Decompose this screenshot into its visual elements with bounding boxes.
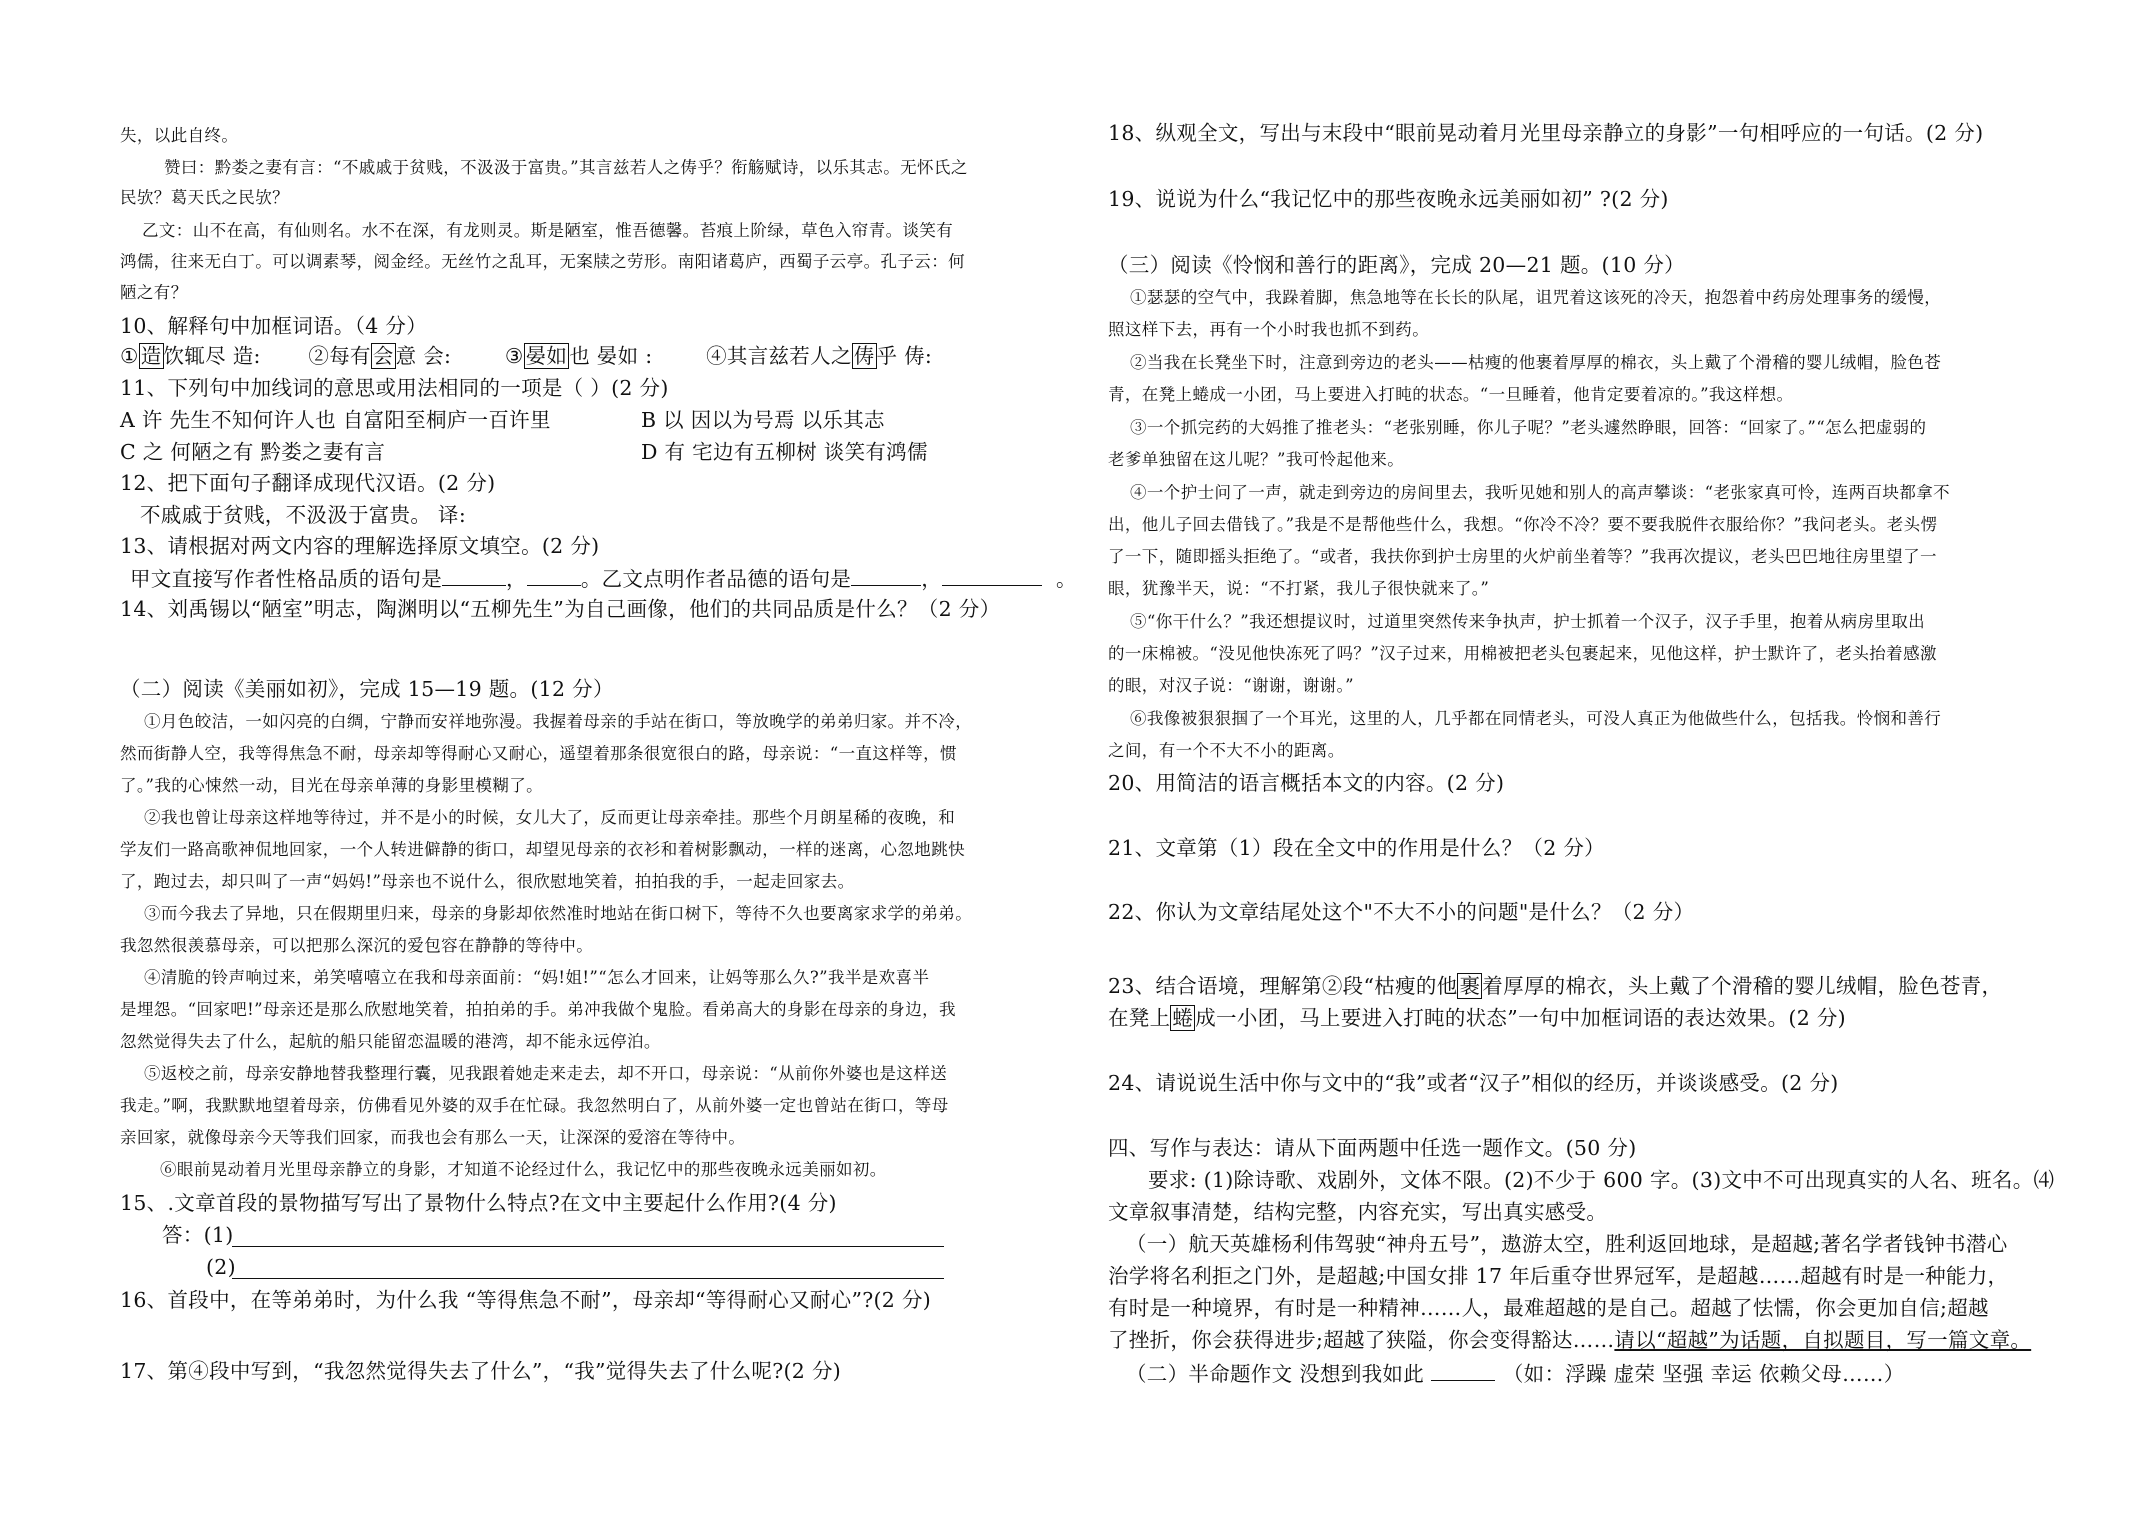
section-2-heading: （二）阅读《美丽如初》，完成 15—19 题。(12 分）	[120, 677, 614, 701]
question-10: 10、解释句中加框词语。（4 分）	[120, 314, 427, 338]
text-line: 我忽然很羡慕母亲，可以把那么深沉的爱包容在静静的等待中。	[120, 936, 594, 955]
topic-1-text: 治学将名利拒之门外，是超越;中国女排 17 年后重夺世界冠军，是超越……超越有时是一种能力，	[1108, 1264, 2009, 1288]
text-line: 民欤？葛天氏之民欤？	[120, 188, 289, 207]
text-line: 之间，有一个不大不小的距离。	[1108, 741, 1345, 760]
option-b: B 以 因以为号焉 以乐其志	[641, 408, 885, 432]
question-14: 14、刘禹锡以“陋室”明志，陶渊明以“五柳先生”为自己画像，他们的共同品质是什么？（2 分）	[120, 597, 1001, 621]
text-line: 学友们一路高歌神侃地回家，一个人转进僻静的街口，却望见母亲的衣衫和着树影飘动，一样的迷离，心忽地跳快	[120, 840, 965, 859]
question-13-fill: 甲文直接写作者性格品质的语句是 ， 。乙文点明作者品德的语句是 ， 。	[130, 567, 1077, 591]
text-line: 然而街静人空，我等得焦急不耐，母亲却等得耐心又耐心，遥望着那条很宽很白的路，母亲说：“一直这样等，惯	[120, 744, 957, 763]
question-13: 13、请根据对两文内容的理解选择原文填空。(2 分)	[120, 534, 600, 558]
text-line: 老爹单独留在这儿呢？”我可怜起他来。	[1108, 450, 1405, 469]
text-line: 忽然觉得失去了什么，起航的船只能留恋温暖的港湾，却不能永远停泊。	[120, 1032, 661, 1051]
question-15: 15、.文章首段的景物描写写出了景物什么特点?在文中主要起什么作用?(4 分)	[120, 1191, 837, 1215]
boxed-word: 晏如	[525, 344, 568, 368]
text-line: 眼，犹豫半天，说：“不打紧，我儿子很快就来了。”	[1108, 579, 1490, 598]
text-line: 出，他儿子回去借钱了。”我是不是帮他些什么，我想。“你冷不冷？要不要我脱件衣服给你？”我问老头。老头愣	[1108, 515, 1938, 534]
question-18: 18、纵观全文，写出与末段中“眼前晃动着月光里母亲静立的身影”一句相呼应的一句话。(2 分)	[1108, 121, 1984, 145]
section-3-heading: （三）阅读《怜悯和善行的距离》，完成 20—21 题。(10 分）	[1108, 253, 1685, 277]
text-line: ⑤“你干什么？”我还想提议时，过道里突然传来争执声，护士抓着一个汉子，汉子手里，抱着从病房里取出	[1130, 612, 1926, 631]
translate-sentence: 不戚戚于贫贱，不汲汲于富贵。 译:	[140, 503, 467, 527]
answer-line[interactable]	[232, 1278, 944, 1279]
text-line: 了。”我的心悚然一动，目光在母亲单薄的身影里模糊了。	[120, 776, 544, 795]
writing-requirements-cont: 文章叙事清楚，结构完整，内容充实，写出真实感受。	[1108, 1200, 1608, 1224]
text-line: ⑥眼前晃动着月光里母亲静立的身影，才知道不论经过什么，我记忆中的那些夜晚永远美丽如初。	[160, 1160, 887, 1179]
question-17: 17、第④段中写到，“我忽然觉得失去了什么”，“我”觉得失去了什么呢?(2 分)	[120, 1359, 842, 1383]
topic-1-text: 了挫折，你会获得进步;超越了狭隘，你会变得豁达……请以“超越”为话题，自拟题目，写一篇文章。	[1108, 1328, 2032, 1352]
text-line: ③一个抓完药的大妈推了推老头：“老张别睡，你儿子呢？”老头遽然睁眼，回答：“回家了。”“怎么把虚弱的	[1130, 418, 1927, 437]
text-line: ①月色皎洁，一如闪亮的白绸，宁静而安祥地弥漫。我握着母亲的手站在街口，等放晚学的弟弟归家。并不冷，	[144, 712, 973, 731]
writing-requirements: 要求: (1)除诗歌、戏剧外，文体不限。(2)不少于 600 字。(3)文中不可出现真实的人名、班名。⑷	[1148, 1168, 2055, 1192]
text-line: ②我也曾让母亲这样地等待过，并不是小的时候，女儿大了，反而更让母亲牵挂。那些个月朗星稀的夜晚，和	[144, 808, 956, 827]
question-23-line-1: 23、结合语境，理解第②段“枯瘦的他裹着厚厚的棉衣，头上戴了个滑稽的婴儿绒帽，脸色苍青，	[1108, 974, 2003, 998]
question-12: 12、把下面句子翻译成现代汉语。(2 分)	[120, 471, 496, 495]
text-line: 失，以此自终。	[120, 126, 239, 145]
blank-line[interactable]	[942, 567, 1042, 586]
topic-1-text: 有时是一种境界，有时是一种精神……人，最难超越的是自己。超越了怯懦，你会更加自信;超越	[1108, 1296, 1989, 1320]
answer-label-2: (2)	[206, 1255, 236, 1279]
text-line: 是埋怨。“回家吧!”母亲还是那么欣慰地笑着，拍拍弟的手。弟冲我做个鬼脸。看弟高大的身影在母亲的身边，我	[120, 1000, 956, 1019]
option-a: A 许 先生不知何许人也 自富阳至桐庐一百许里	[120, 408, 551, 432]
boxed-word: 造	[140, 344, 162, 368]
text-line: 乙文：山不在高，有仙则名。水不在深，有龙则灵。斯是陋室，惟吾德馨。苔痕上阶绿，草色入帘青。谈笑有	[142, 221, 954, 240]
topic-2-text: （二）半命题作文 没想到我如此 （如：浮躁 虚荣 坚强 幸运 依赖父母……）	[1126, 1362, 1905, 1386]
section-4-heading: 四、写作与表达：请从下面两题中任选一题作文。(50 分)	[1108, 1136, 1637, 1160]
answer-line[interactable]	[232, 1246, 944, 1247]
text-line: ④一个护士问了一声，就走到旁边的房间里去，我听见她和别人的高声攀谈：“老张家真可怜，连两百块都拿不	[1130, 483, 1951, 502]
text-line: 了一下，随即摇头拒绝了。“或者，我扶你到护士房里的火炉前坐着等？”我再次提议，老头巴巴地往房里望了一	[1108, 547, 1937, 566]
question-10-items: ①造饮辄尽 造: ②每有会意 会: ③晏如也 晏如 : ④其言兹若人之俦乎 俦:	[120, 344, 933, 368]
text-line: 青，在凳上蜷成一小团，马上要进入打盹的状态。“一旦睡着，他肯定要着凉的。”我这样想。	[1108, 385, 1794, 404]
blank-line[interactable]	[442, 567, 506, 586]
text-line: 的一床棉被。“没见他快冻死了吗？”汉子过来，用棉被把老头包裹起来，见他这样，护士默许了，老头抬着感激	[1108, 644, 1937, 663]
boxed-word: 会	[372, 344, 394, 368]
text-line: ⑥我像被狠狠掴了一个耳光，这里的人，几乎都在同情老头，可没人真正为他做些什么，包括我。怜悯和善行	[1130, 709, 1942, 728]
text-line: 照这样下去，再有一个小时我也抓不到药。	[1108, 320, 1430, 339]
text-line: 的眼，对汉子说：“谢谢，谢谢。”	[1108, 676, 1355, 695]
text-line: 亲回家，就像母亲今天等我们回家，而我也会有那么一天，让深深的爱溶在等待中。	[120, 1128, 746, 1147]
blank-line[interactable]	[527, 567, 581, 586]
text-line: ③而今我去了异地，只在假期里归来，母亲的身影却依然准时地站在街口树下，等待不久也要离家求学的弟弟。	[144, 904, 973, 923]
text-line: 赞曰：黔娄之妻有言：“不戚戚于贫贱，不汲汲于富贵。”其言兹若人之俦乎？衔觞赋诗，以乐其志。无怀氏之	[164, 158, 968, 177]
text-line: 我走。”啊，我默默地望着母亲，仿佛看见外婆的双手在忙碌。我忽然明白了，从前外婆一定也曾站在街口，等母	[120, 1096, 949, 1115]
question-16: 16、首段中，在等弟弟时，为什么我 “等得焦急不耐”，母亲却“等得耐心又耐心”?(2 分)	[120, 1288, 932, 1312]
text-line: 陋之有？	[120, 283, 188, 302]
option-d: D 有 宅边有五柳树 谈笑有鸿儒	[641, 440, 928, 464]
question-24: 24、请说说生活中你与文中的“我”或者“汉子”相似的经历，并谈谈感受。(2 分)	[1108, 1071, 1839, 1095]
text-line: ⑤返校之前，母亲安静地替我整理行囊，见我跟着她走来走去，却不开口，母亲说：“从前你外婆也是这样送	[144, 1064, 948, 1083]
question-11: 11、下列句中加线词的意思或用法相同的一项是（ ）(2 分)	[120, 376, 669, 400]
question-23-line-2: 在凳上蜷成一小团，马上要进入打盹的状态”一句中加框词语的表达效果。(2 分)	[1108, 1006, 1846, 1030]
answer-label-1: 答：(1)	[162, 1223, 234, 1247]
blank-line[interactable]	[1431, 1362, 1495, 1381]
question-19: 19、说说为什么“我记忆中的那些夜晚永远美丽如初” ?(2 分)	[1108, 187, 1669, 211]
boxed-word: 俦	[853, 344, 875, 368]
text-line: ①瑟瑟的空气中，我跺着脚，焦急地等在长长的队尾，诅咒着这该死的冷天，抱怨着中药房处理事务的缓慢，	[1130, 288, 1942, 307]
text-line: ②当我在长凳坐下时，注意到旁边的老头——枯瘦的他裹着厚厚的棉衣，头上戴了个滑稽的婴儿绒帽，脸色苍	[1130, 353, 1942, 372]
question-20: 20、用简洁的语言概括本文的内容。(2 分)	[1108, 771, 1505, 795]
text-line: 了，跑过去，却只叫了一声“妈妈!”母亲也不说什么，很欣慰地笑着，拍拍我的手，一起走回家去。	[120, 872, 855, 891]
boxed-word: 裹	[1459, 974, 1481, 998]
blank-line[interactable]	[851, 567, 921, 586]
topic-1-instruction: 请以“超越”为话题，自拟题目，写一篇文章。	[1614, 1328, 2032, 1352]
boxed-word: 蜷	[1172, 1006, 1194, 1030]
question-22: 22、你认为文章结尾处这个"不大不小的问题"是什么？（2 分）	[1108, 900, 1695, 924]
topic-1-text: （一）航天英雄杨利伟驾驶“神舟五号”，遨游太空，胜利返回地球，是超越;著名学者钱钟书潜心	[1126, 1232, 2008, 1256]
option-c: C 之 何陋之有 黔娄之妻有言	[120, 440, 386, 464]
text-line: 鸿儒，往来无白丁。可以调素琴，阅金经。无丝竹之乱耳，无案牍之劳形。南阳诸葛庐，西蜀子云亭。孔子云：何	[120, 252, 965, 271]
question-21: 21、文章第（1）段在全文中的作用是什么？（2 分）	[1108, 836, 1605, 860]
text-line: ④清脆的铃声响过来，弟笑嘻嘻立在我和母亲面前：“妈!姐!”“怎么才回来，让妈等那么久?”我半是欢喜半	[144, 968, 930, 987]
